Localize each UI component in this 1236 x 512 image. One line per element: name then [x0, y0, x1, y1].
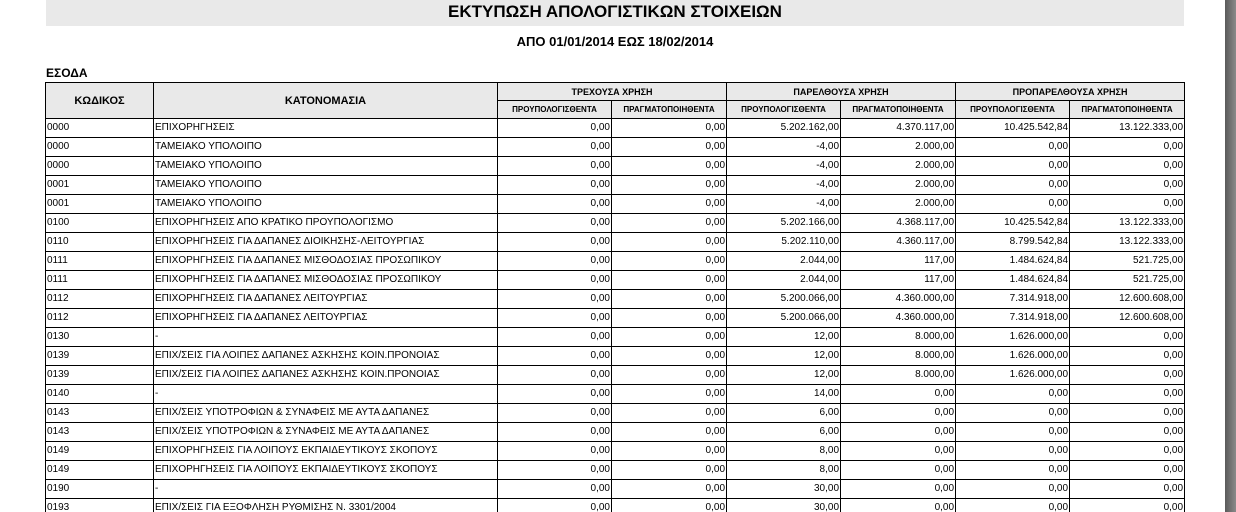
- table-row: [46, 214, 1185, 233]
- row-value: 0,00: [1070, 404, 1185, 423]
- row-value: 1.626.000,00: [956, 328, 1070, 347]
- row-value: 0,00: [1070, 176, 1185, 195]
- row-code: 0111: [46, 252, 154, 271]
- table-row: [46, 385, 1185, 404]
- row-code: 0139: [46, 347, 154, 366]
- row-value: 10.425.542,84: [956, 214, 1070, 233]
- table-row: [46, 176, 1185, 195]
- row-value: 4.360.000,00: [841, 309, 956, 328]
- row-value: 8.799.542,84: [956, 233, 1070, 252]
- row-value: 0,00: [498, 328, 612, 347]
- table-row: [46, 347, 1185, 366]
- row-value: 0,00: [498, 252, 612, 271]
- table-row: [46, 233, 1185, 252]
- row-value: 4.360.117,00: [841, 233, 956, 252]
- row-name: ΕΠΙΧΟΡΗΓΗΣΕΙΣ: [154, 119, 498, 138]
- row-name: -: [154, 385, 498, 404]
- row-code: 0143: [46, 404, 154, 423]
- header-budgeted: ΠΡΟΥΠΟΛΟΓΙΣΘΕΝΤΑ: [498, 101, 612, 119]
- row-value: 0,00: [1070, 328, 1185, 347]
- row-value: 30,00: [727, 480, 841, 499]
- header-realized: ΠΡΑΓΜΑΤΟΠΟΙΗΘΕΝΤΑ: [841, 101, 956, 119]
- row-value: 0,00: [498, 499, 612, 512]
- row-value: 2.000,00: [841, 138, 956, 157]
- row-value: 0,00: [1070, 461, 1185, 480]
- row-value: 1.484.624,84: [956, 271, 1070, 290]
- table-row: [46, 157, 1185, 176]
- row-code: 0000: [46, 119, 154, 138]
- row-value: 0,00: [841, 461, 956, 480]
- row-value: -4,00: [727, 195, 841, 214]
- row-value: 4.360.000,00: [841, 290, 956, 309]
- row-name: -: [154, 480, 498, 499]
- row-value: 0,00: [498, 309, 612, 328]
- row-value: 0,00: [612, 233, 727, 252]
- row-value: 2.044,00: [727, 271, 841, 290]
- row-value: 0,00: [956, 385, 1070, 404]
- row-name: ΕΠΙΧ/ΣΕΙΣ ΥΠΟΤΡΟΦΙΩΝ & ΣΥΝΑΦΕΙΣ ΜΕ ΑΥΤΑ ΔΑΠΑΝΕΣ: [154, 404, 498, 423]
- row-value: 0,00: [498, 423, 612, 442]
- row-value: 0,00: [612, 366, 727, 385]
- header-group-before-previous: ΠΡΟΠΑΡΕΛΘΟΥΣΑ ΧΡΗΣΗ: [956, 83, 1185, 101]
- row-name: ΕΠΙΧΟΡΗΓΗΣΕΙΣ ΓΙΑ ΔΑΠΑΝΕΣ ΜΙΣΘΟΔΟΣΙΑΣ ΠΡΟΣΩΠΙΚΟΥ: [154, 252, 498, 271]
- row-value: 0,00: [1070, 499, 1185, 512]
- row-value: 0,00: [612, 404, 727, 423]
- row-value: 0,00: [956, 461, 1070, 480]
- row-name: ΕΠΙΧ/ΣΕΙΣ ΓΙΑ ΕΞΟΦΛΗΣΗ ΡΥΘΜΙΣΗΣ Ν. 3301/2004: [154, 499, 498, 512]
- row-value: 0,00: [956, 499, 1070, 512]
- row-value: 0,00: [498, 119, 612, 138]
- row-value: 521.725,00: [1070, 271, 1185, 290]
- row-value: 0,00: [498, 138, 612, 157]
- row-value: 0,00: [612, 252, 727, 271]
- row-code: 0149: [46, 461, 154, 480]
- row-name: ΕΠΙΧΟΡΗΓΗΣΕΙΣ ΓΙΑ ΛΟΙΠΟΥΣ ΕΚΠΑΙΔΕΥΤΙΚΟΥΣ ΣΚΟΠΟΥΣ: [154, 461, 498, 480]
- table-row: [46, 328, 1185, 347]
- row-name: ΤΑΜΕΙΑΚΟ ΥΠΟΛΟΙΠΟ: [154, 195, 498, 214]
- row-name: ΤΑΜΕΙΑΚΟ ΥΠΟΛΟΙΠΟ: [154, 138, 498, 157]
- row-value: 0,00: [841, 480, 956, 499]
- row-value: 2.000,00: [841, 157, 956, 176]
- row-value: 1.626.000,00: [956, 366, 1070, 385]
- table-row: [46, 252, 1185, 271]
- row-value: 4.370.117,00: [841, 119, 956, 138]
- row-value: 0,00: [498, 214, 612, 233]
- row-code: 0140: [46, 385, 154, 404]
- table-row: [46, 480, 1185, 499]
- row-value: 0,00: [956, 423, 1070, 442]
- row-name: ΕΠΙΧ/ΣΕΙΣ ΥΠΟΤΡΟΦΙΩΝ & ΣΥΝΑΦΕΙΣ ΜΕ ΑΥΤΑ ΔΑΠΑΝΕΣ: [154, 423, 498, 442]
- row-value: 2.000,00: [841, 195, 956, 214]
- row-code: 0139: [46, 366, 154, 385]
- row-value: 1.484.624,84: [956, 252, 1070, 271]
- row-value: 0,00: [841, 404, 956, 423]
- table-row: [46, 119, 1185, 138]
- row-value: 0,00: [956, 195, 1070, 214]
- row-value: 0,00: [1070, 138, 1185, 157]
- row-value: 8.000,00: [841, 328, 956, 347]
- row-code: 0100: [46, 214, 154, 233]
- row-value: 5.200.066,00: [727, 309, 841, 328]
- row-value: 0,00: [1070, 347, 1185, 366]
- row-value: 521.725,00: [1070, 252, 1185, 271]
- row-value: 0,00: [498, 385, 612, 404]
- row-value: 0,00: [612, 195, 727, 214]
- row-value: 0,00: [1070, 423, 1185, 442]
- row-value: 0,00: [1070, 385, 1185, 404]
- row-value: 0,00: [612, 157, 727, 176]
- table-row: [46, 366, 1185, 385]
- row-value: 0,00: [498, 480, 612, 499]
- row-value: 0,00: [612, 347, 727, 366]
- table-row: [46, 271, 1185, 290]
- row-value: 1.626.000,00: [956, 347, 1070, 366]
- row-value: 8,00: [727, 461, 841, 480]
- row-value: 0,00: [498, 271, 612, 290]
- row-value: 12,00: [727, 347, 841, 366]
- row-code: 0112: [46, 290, 154, 309]
- table-row: [46, 138, 1185, 157]
- row-code: 0143: [46, 423, 154, 442]
- row-name: ΤΑΜΕΙΑΚΟ ΥΠΟΛΟΙΠΟ: [154, 176, 498, 195]
- row-value: 0,00: [841, 385, 956, 404]
- row-code: 0193: [46, 499, 154, 512]
- row-value: 0,00: [498, 442, 612, 461]
- row-value: 0,00: [612, 119, 727, 138]
- row-value: 30,00: [727, 499, 841, 512]
- row-value: 0,00: [612, 328, 727, 347]
- row-name: ΕΠΙΧΟΡΗΓΗΣΕΙΣ ΓΙΑ ΔΑΠΑΝΕΣ ΔΙΟΙΚΗΣΗΣ-ΛΕΙΤΟΥΡΓΙΑΣ: [154, 233, 498, 252]
- row-value: 0,00: [612, 290, 727, 309]
- table-body: [46, 119, 1185, 512]
- row-code: 0190: [46, 480, 154, 499]
- row-value: 0,00: [612, 385, 727, 404]
- table-row: [46, 290, 1185, 309]
- row-value: 2.000,00: [841, 176, 956, 195]
- row-value: 0,00: [498, 366, 612, 385]
- report-title: ΕΚΤΥΠΩΣΗ ΑΠΟΛΟΓΙΣΤΙΚΩΝ ΣΤΟΙΧΕΙΩΝ: [46, 0, 1184, 26]
- row-name: ΤΑΜΕΙΑΚΟ ΥΠΟΛΟΙΠΟ: [154, 157, 498, 176]
- row-value: 5.202.162,00: [727, 119, 841, 138]
- row-value: 117,00: [841, 252, 956, 271]
- row-code: 0110: [46, 233, 154, 252]
- window-edge: [1225, 0, 1236, 512]
- row-value: 0,00: [956, 138, 1070, 157]
- row-value: 0,00: [841, 423, 956, 442]
- row-name: ΕΠΙΧΟΡΗΓΗΣΕΙΣ ΓΙΑ ΛΟΙΠΟΥΣ ΕΚΠΑΙΔΕΥΤΙΚΟΥΣ ΣΚΟΠΟΥΣ: [154, 442, 498, 461]
- row-value: 6,00: [727, 404, 841, 423]
- row-value: 8.000,00: [841, 366, 956, 385]
- row-code: 0001: [46, 195, 154, 214]
- report-period: ΑΠΟ 01/01/2014 ΕΩΣ 18/02/2014: [516, 34, 714, 49]
- table-row: [46, 423, 1185, 442]
- row-value: 0,00: [498, 233, 612, 252]
- table-row: [46, 404, 1185, 423]
- row-value: 0,00: [498, 157, 612, 176]
- row-value: 0,00: [1070, 195, 1185, 214]
- table-row: [46, 195, 1185, 214]
- row-name: ΕΠΙΧΟΡΗΓΗΣΕΙΣ ΑΠΟ ΚΡΑΤΙΚΟ ΠΡΟΥΠΟΛΟΓΙΣΜΟ: [154, 214, 498, 233]
- row-value: -4,00: [727, 157, 841, 176]
- row-value: 12,00: [727, 328, 841, 347]
- header-group-current: ΤΡΕΧΟΥΣΑ ΧΡΗΣΗ: [498, 83, 727, 101]
- row-value: 0,00: [498, 461, 612, 480]
- row-value: 0,00: [498, 404, 612, 423]
- row-code: 0130: [46, 328, 154, 347]
- row-name: -: [154, 328, 498, 347]
- header-name: ΚΑΤΟΝΟΜΑΣΙΑ: [154, 83, 498, 119]
- row-value: 0,00: [612, 423, 727, 442]
- row-value: 8,00: [727, 442, 841, 461]
- table-row: [46, 442, 1185, 461]
- row-value: 0,00: [1070, 366, 1185, 385]
- header-group-previous: ΠΑΡΕΛΘΟΥΣΑ ΧΡΗΣΗ: [727, 83, 956, 101]
- row-value: 7.314.918,00: [956, 290, 1070, 309]
- row-value: 10.425.542,84: [956, 119, 1070, 138]
- row-value: 0,00: [841, 442, 956, 461]
- row-code: 0111: [46, 271, 154, 290]
- row-value: 8.000,00: [841, 347, 956, 366]
- row-value: 0,00: [956, 176, 1070, 195]
- row-name: ΕΠΙΧΟΡΗΓΗΣΕΙΣ ΓΙΑ ΔΑΠΑΝΕΣ ΛΕΙΤΟΥΡΓΙΑΣ: [154, 290, 498, 309]
- row-value: 0,00: [498, 347, 612, 366]
- financial-table: [45, 82, 1185, 512]
- table-row: [46, 309, 1185, 328]
- row-value: 0,00: [498, 290, 612, 309]
- row-value: 0,00: [612, 271, 727, 290]
- row-value: 13.122.333,00: [1070, 214, 1185, 233]
- row-value: 4.368.117,00: [841, 214, 956, 233]
- row-name: ΕΠΙΧ/ΣΕΙΣ ΓΙΑ ΛΟΙΠΕΣ ΔΑΠΑΝΕΣ ΑΣΚΗΣΗΣ ΚΟΙΝ.ΠΡΟΝΟΙΑΣ: [154, 347, 498, 366]
- row-name: ΕΠΙΧ/ΣΕΙΣ ΓΙΑ ΛΟΙΠΕΣ ΔΑΠΑΝΕΣ ΑΣΚΗΣΗΣ ΚΟΙΝ.ΠΡΟΝΟΙΑΣ: [154, 366, 498, 385]
- row-value: 12.600.608,00: [1070, 309, 1185, 328]
- header-budgeted: ΠΡΟΥΠΟΛΟΓΙΣΘΕΝΤΑ: [727, 101, 841, 119]
- row-value: 12,00: [727, 366, 841, 385]
- row-code: 0000: [46, 157, 154, 176]
- row-value: 7.314.918,00: [956, 309, 1070, 328]
- row-code: 0149: [46, 442, 154, 461]
- row-value: 0,00: [612, 442, 727, 461]
- row-value: 0,00: [612, 176, 727, 195]
- row-value: 0,00: [498, 195, 612, 214]
- row-value: 0,00: [612, 499, 727, 512]
- header-realized: ΠΡΑΓΜΑΤΟΠΟΙΗΘΕΝΤΑ: [1070, 101, 1185, 119]
- row-code: 0000: [46, 138, 154, 157]
- row-value: 0,00: [612, 138, 727, 157]
- row-value: 0,00: [956, 404, 1070, 423]
- table-row: [46, 461, 1185, 480]
- header-budgeted: ΠΡΟΥΠΟΛΟΓΙΣΘΕΝΤΑ: [956, 101, 1070, 119]
- row-value: 13.122.333,00: [1070, 233, 1185, 252]
- row-code: 0112: [46, 309, 154, 328]
- table-row: [46, 499, 1185, 512]
- row-value: 0,00: [956, 480, 1070, 499]
- row-value: 14,00: [727, 385, 841, 404]
- row-value: 0,00: [612, 309, 727, 328]
- row-value: 0,00: [612, 480, 727, 499]
- row-value: 12.600.608,00: [1070, 290, 1185, 309]
- row-value: 0,00: [841, 499, 956, 512]
- section-label: ΕΣΟΔΑ: [46, 66, 88, 80]
- row-value: 0,00: [1070, 442, 1185, 461]
- row-value: 6,00: [727, 423, 841, 442]
- row-value: 0,00: [1070, 480, 1185, 499]
- row-value: 5.202.110,00: [727, 233, 841, 252]
- row-code: 0001: [46, 176, 154, 195]
- row-value: 117,00: [841, 271, 956, 290]
- row-name: ΕΠΙΧΟΡΗΓΗΣΕΙΣ ΓΙΑ ΔΑΠΑΝΕΣ ΜΙΣΘΟΔΟΣΙΑΣ ΠΡΟΣΩΠΙΚΟΥ: [154, 271, 498, 290]
- row-value: -4,00: [727, 138, 841, 157]
- header-realized: ΠΡΑΓΜΑΤΟΠΟΙΗΘΕΝΤΑ: [612, 101, 727, 119]
- row-value: 13.122.333,00: [1070, 119, 1185, 138]
- row-value: -4,00: [727, 176, 841, 195]
- row-value: 0,00: [1070, 157, 1185, 176]
- row-value: 0,00: [498, 176, 612, 195]
- row-value: 0,00: [612, 214, 727, 233]
- row-value: 2.044,00: [727, 252, 841, 271]
- row-value: 5.202.166,00: [727, 214, 841, 233]
- header-code: ΚΩΔΙΚΟΣ: [46, 83, 154, 119]
- row-value: 0,00: [956, 442, 1070, 461]
- row-name: ΕΠΙΧΟΡΗΓΗΣΕΙΣ ΓΙΑ ΔΑΠΑΝΕΣ ΛΕΙΤΟΥΡΓΙΑΣ: [154, 309, 498, 328]
- row-value: 0,00: [956, 157, 1070, 176]
- row-value: 5.200.066,00: [727, 290, 841, 309]
- row-value: 0,00: [612, 461, 727, 480]
